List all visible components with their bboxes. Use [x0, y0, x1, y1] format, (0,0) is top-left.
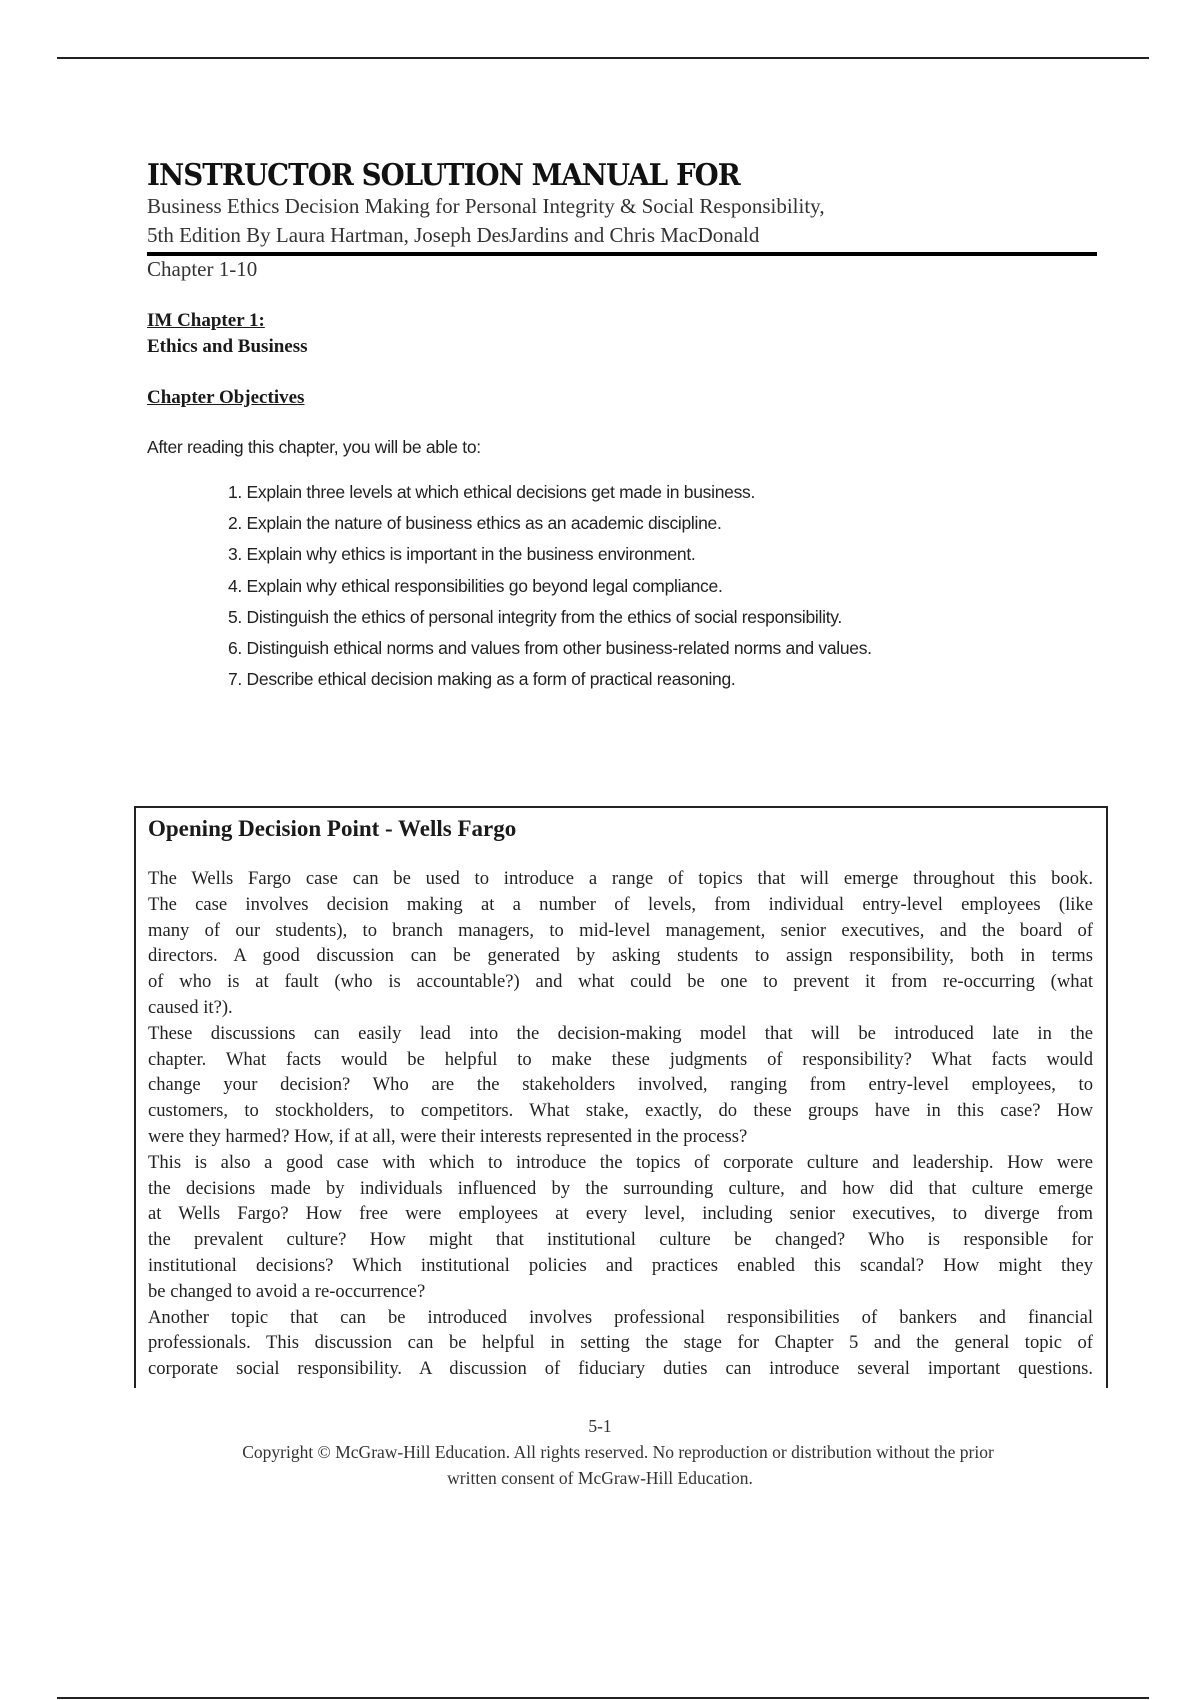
- objective-item: 6. Distinguish ethical norms and values from other business-related norms and values.: [228, 637, 872, 658]
- paragraph-line: change your decision? Who are the stakeholders involved, ranging from entry-level employees, to: [148, 1074, 1093, 1096]
- copyright-line-2: written consent of McGraw-Hill Education.: [447, 1468, 753, 1488]
- paragraph-line: at Wells Fargo? How free were employees at every level, including senior executives, to diverge from: [148, 1203, 1093, 1225]
- document-title: INSTRUCTOR SOLUTION MANUAL FOR: [147, 158, 740, 193]
- bottom-rule: [57, 1697, 1149, 1699]
- paragraph-line: customers, to stockholders, to competitors. What stake, exactly, do these groups have in this case? How: [148, 1100, 1093, 1122]
- page-number: 5-1: [588, 1416, 612, 1436]
- paragraph-line: many of our students), to branch managers, to mid-level management, senior executives, and the board of: [148, 919, 1093, 941]
- book-edition-authors: 5th Edition By Laura Hartman, Joseph DesJardins and Chris MacDonald: [147, 223, 760, 247]
- paragraph-line: professionals. This discussion can be helpful in setting the stage for Chapter 5 and the general topic of: [148, 1332, 1093, 1354]
- chapter-label: IM Chapter 1:: [147, 310, 265, 331]
- paragraph-line: were they harmed? How, if at all, were their interests represented in the process?: [148, 1125, 748, 1147]
- title-rule: [147, 252, 1097, 256]
- paragraph-line: The Wells Fargo case can be used to introduce a range of topics that will emerge throughout this book.: [148, 868, 1093, 889]
- paragraph-line: This is also a good case with which to introduce the topics of corporate culture and leadership. How were: [148, 1151, 1093, 1173]
- top-rule: [57, 57, 1149, 59]
- paragraph-line: institutional decisions? Which institutional policies and practices enabled this scandal? How might they: [148, 1254, 1093, 1276]
- objective-item: 3. Explain why ethics is important in the business environment.: [228, 544, 696, 565]
- paragraph-line: These discussions can easily lead into the decision-making model that will be introduced late in the: [148, 1022, 1093, 1044]
- objective-item: 1. Explain three levels at which ethical decisions get made in business.: [228, 482, 756, 502]
- paragraph-line: Another topic that can be introduced involves professional responsibilities of bankers and financial: [148, 1306, 1093, 1328]
- decision-point-body: [148, 866, 1093, 1382]
- paragraph-line: the prevalent culture? How might that institutional culture be changed? Who is responsible for: [148, 1229, 1093, 1251]
- paragraph-line: caused it?).: [148, 996, 233, 1018]
- decision-point-title: Opening Decision Point - Wells Fargo: [148, 816, 517, 841]
- paragraph-line: be changed to avoid a re-occurrence?: [148, 1280, 426, 1302]
- copyright-line-1: Copyright © McGraw-Hill Education. All rights reserved. No reproduction or distribution without the prior: [242, 1442, 994, 1462]
- paragraph-line: of who is at fault (who is accountable?) and what could be one to prevent it from re-occurring (what: [148, 971, 1093, 993]
- paragraph-line: chapter. What facts would be helpful to make these judgments of responsibility? What facts would: [148, 1048, 1093, 1070]
- objectives-heading: Chapter Objectives: [147, 387, 305, 408]
- paragraph-line: The case involves decision making at a number of levels, from individual entry-level employees (like: [148, 893, 1093, 915]
- paragraph-line: directors. A good discussion can be generated by asking students to assign responsibility, both in terms: [148, 945, 1093, 967]
- objectives-intro: After reading this chapter, you will be able to:: [147, 437, 481, 457]
- objective-item: 5. Distinguish the ethics of personal integrity from the ethics of social responsibility.: [228, 606, 842, 627]
- chapter-range: Chapter 1-10: [147, 257, 258, 281]
- objective-item: 2. Explain the nature of business ethics as an academic discipline.: [228, 513, 722, 534]
- objective-item: 4. Explain why ethical responsibilities go beyond legal compliance.: [228, 575, 723, 596]
- objectives-list: [228, 477, 872, 695]
- book-title: Business Ethics Decision Making for Personal Integrity & Social Responsibility,: [147, 194, 825, 218]
- paragraph-line: the decisions made by individuals influenced by the surrounding culture, and how did that culture emerge: [148, 1177, 1093, 1199]
- chapter-name: Ethics and Business: [147, 336, 308, 357]
- opening-decision-point-box: [134, 806, 1108, 1388]
- objective-item: 7. Describe ethical decision making as a form of practical reasoning.: [228, 669, 736, 690]
- paragraph-line: corporate social responsibility. A discussion of fiduciary duties can introduce several important questions.: [148, 1358, 1093, 1380]
